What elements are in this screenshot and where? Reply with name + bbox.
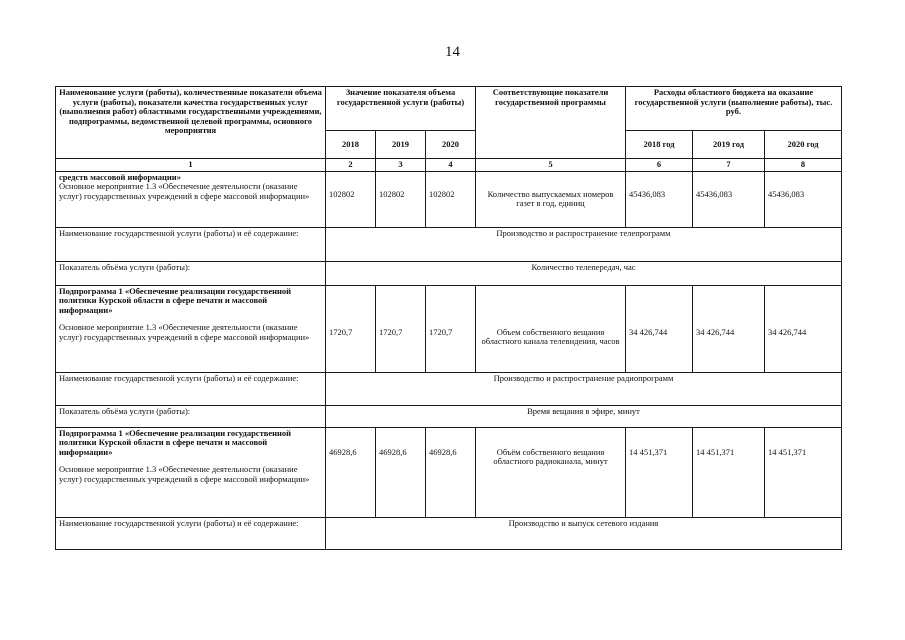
volume-value: 46928,6 (426, 427, 476, 517)
row-label: Показатель объёма услуги (работы): (56, 405, 326, 427)
row-text: Основное мероприятие 1.3 «Обеспечение деятельности (оказание услуг) государственных учреждений в сфере массовой информации» (59, 464, 310, 484)
volume-value: 102802 (376, 171, 426, 227)
table-row (56, 405, 842, 427)
col-number-1: 1 (56, 159, 326, 172)
service-name: Производство и выпуск сетевого издания (326, 517, 842, 549)
header-col1: Наименование услуги (работы), количественные показатели объема услуги (работы), показатели качества государственных услуг (выполнения работ) областными государственными учреждениями, подпрограммы, ведомственной целевой программы, основного мероприятия (56, 87, 326, 159)
volume-value: 102802 (426, 171, 476, 227)
row-bold-text: Подпрограмма 1 «Обеспечение реализации государственной политики Курской области в сфере печати и массовой информации» (59, 285, 292, 315)
row-bold-text: Подпрограмма 1 «Обеспечение реализации государственной политики Курской области в сфере печати и массовой информации» (59, 427, 292, 457)
header-expense-2019: 2019 год (693, 131, 765, 159)
expense-value: 34 426,744 (693, 285, 765, 372)
col-number-4: 4 (426, 159, 476, 172)
row-bold-text: средств массовой информации» (59, 171, 181, 182)
volume-value: 1720,7 (326, 285, 376, 372)
table-row (56, 285, 842, 372)
service-indicator: Время вещания в эфире, минут (326, 405, 842, 427)
budget-table (55, 86, 842, 550)
expense-value: 34 426,744 (765, 285, 842, 372)
col-number-6: 6 (626, 159, 693, 172)
row-label: Наименование государственной услуги (работы) и её содержание: (56, 517, 326, 549)
volume-value: 46928,6 (326, 427, 376, 517)
row-description (56, 427, 326, 517)
col-number-2: 2 (326, 159, 376, 172)
col-number-3: 3 (376, 159, 426, 172)
volume-value: 46928,6 (376, 427, 426, 517)
service-name: Производство и распространение телепрограмм (326, 227, 842, 261)
col-number-5: 5 (476, 159, 626, 172)
table-row (56, 372, 842, 405)
expense-value: 45436,083 (765, 171, 842, 227)
row-label: Показатель объёма услуги (работы): (56, 261, 326, 285)
header-volume-group: Значение показателя объема государственной услуги (работы) (326, 87, 476, 131)
volume-value: 1720,7 (376, 285, 426, 372)
row-description (56, 171, 326, 227)
program-indicator: Объём собственного вещания областного радиоканала, минут (476, 427, 626, 517)
col-number-7: 7 (693, 159, 765, 172)
page-number: 14 (445, 44, 460, 60)
header-row-1 (56, 87, 842, 131)
expense-value: 34 426,744 (626, 285, 693, 372)
volume-value: 102802 (326, 171, 376, 227)
service-name: Производство и распространение радиопрограмм (326, 372, 842, 405)
row-label: Наименование государственной услуги (работы) и её содержание: (56, 372, 326, 405)
header-year-2018: 2018 (326, 131, 376, 159)
table-row (56, 261, 842, 285)
col-number-8: 8 (765, 159, 842, 172)
volume-value: 1720,7 (426, 285, 476, 372)
expense-value: 45436,083 (626, 171, 693, 227)
program-indicator: Количество выпускаемых номеров газет в год, единиц (476, 171, 626, 227)
table-row (56, 517, 842, 549)
expense-value: 14 451,371 (765, 427, 842, 517)
header-expenses-group: Расходы областного бюджета на оказание государственной услуги (выполнение работы), тыс. руб. (626, 87, 842, 131)
header-expense-2018: 2018 год (626, 131, 693, 159)
row-label: Наименование государственной услуги (работы) и её содержание: (56, 227, 326, 261)
table-row (56, 227, 842, 261)
table-row (56, 171, 842, 227)
row-text: Основное мероприятие 1.3 «Обеспечение деятельности (оказание услуг) государственных учреждений в сфере массовой информации» (59, 181, 310, 201)
expense-value: 45436,083 (693, 171, 765, 227)
header-program-indicators: Соответствующие показатели государственной программы (476, 87, 626, 159)
header-expense-2020: 2020 год (765, 131, 842, 159)
row-text: Основное мероприятие 1.3 «Обеспечение деятельности (оказание услуг) государственных учреждений в сфере массовой информации» (59, 322, 310, 342)
expense-value: 14 451,371 (626, 427, 693, 517)
program-indicator: Объем собственного вещания областного канала телевидения, часов (476, 285, 626, 372)
header-year-2020: 2020 (426, 131, 476, 159)
row-description (56, 285, 326, 372)
service-indicator: Количество телепередач, час (326, 261, 842, 285)
header-year-2019: 2019 (376, 131, 426, 159)
table-row (56, 427, 842, 517)
column-numbers-row (56, 159, 842, 172)
expense-value: 14 451,371 (693, 427, 765, 517)
